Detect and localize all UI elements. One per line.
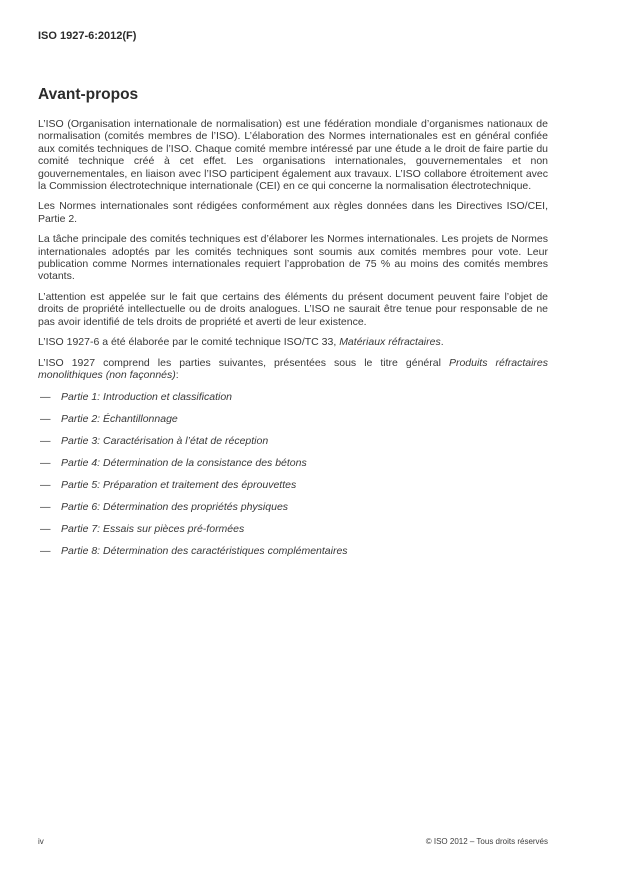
list-item-text: Partie 4: Détermination de la consistance des bétons bbox=[61, 456, 307, 469]
list-item bbox=[38, 501, 548, 513]
list-item bbox=[38, 457, 548, 469]
list-item-text: Partie 3: Caractérisation à l’état de réception bbox=[61, 434, 269, 447]
paragraphs bbox=[38, 118, 548, 381]
paragraph-text: Les Normes internationales sont rédigées conformément aux règles données dans les Directives ISO/CEI, Partie 2. bbox=[38, 200, 548, 225]
list-item bbox=[38, 435, 548, 447]
list-item-dash: — bbox=[40, 478, 51, 491]
paragraph-text: L’ISO 1927-6 a été élaborée par le comité technique ISO/TC 33, bbox=[38, 336, 340, 349]
list-item-dash: — bbox=[40, 522, 51, 535]
page-number: iv bbox=[38, 837, 44, 846]
copyright-notice: © ISO 2012 – Tous droits réservés bbox=[425, 837, 548, 846]
parts-list bbox=[38, 391, 548, 557]
list-item-text: Partie 1: Introduction et classification bbox=[61, 390, 233, 403]
list-item-dash: — bbox=[40, 500, 51, 513]
paragraph-italic-text: Produits réfractaires monolithiques (non façonnés) bbox=[38, 356, 549, 381]
list-item bbox=[38, 545, 548, 557]
list-item-text: Partie 6: Détermination des propriétés physiques bbox=[61, 500, 289, 513]
paragraph bbox=[38, 336, 548, 348]
paragraph bbox=[38, 357, 548, 382]
list-item-text: Partie 7: Essais sur pièces pré-formées bbox=[61, 522, 245, 535]
paragraph-text: : bbox=[175, 368, 179, 381]
list-item-dash: — bbox=[40, 412, 51, 425]
paragraph-italic-text: Matériaux réfractaires bbox=[339, 336, 441, 349]
paragraph-text: L’ISO (Organisation internationale de normalisation) est une fédération mondiale d’organismes nationaux de normalisation (comités membres de l’ISO). L’élaboration des Normes internationales est en général confiée aux comités techniques de l’ISO. Chaque comité membre intéressé par une étude a le droit de faire partie du comité technique créé à cet effet. Les organisations internationales, gouvernementales et non gouvernementales, en liaison avec l’ISO participent également aux travaux. L’ISO collabore étroitement avec la Commission électrotechnique internationale (CEI) en ce qui concerne la normalisation électrotechnique. bbox=[38, 118, 548, 193]
paragraph-text: . bbox=[440, 336, 444, 349]
list-item-text: Partie 2: Échantillonnage bbox=[61, 412, 178, 425]
list-item-text: Partie 8: Détermination des caractéristiques complémentaires bbox=[61, 544, 348, 557]
list-item-dash: — bbox=[40, 434, 51, 447]
list-item bbox=[38, 413, 548, 425]
section-title: Avant-propos bbox=[38, 86, 139, 103]
list-item-text: Partie 5: Préparation et traitement des éprouvettes bbox=[61, 478, 297, 491]
page-footer bbox=[38, 837, 548, 847]
list-item-dash: — bbox=[40, 544, 51, 557]
paragraph bbox=[38, 291, 548, 328]
list-item bbox=[38, 391, 548, 403]
document-reference: ISO 1927-6:2012(F) bbox=[38, 30, 137, 42]
paragraph-text: La tâche principale des comités techniques est d’élaborer les Normes internationales. Les projets de Normes internationales adoptés par les comités techniques sont soumis aux comités membres pour vote. Leur publication comme Normes internationales requiert l’approbation de 75 % au moins des comités membres votants. bbox=[38, 233, 548, 283]
list-item-dash: — bbox=[40, 456, 51, 469]
page-content bbox=[38, 0, 548, 557]
list-item bbox=[38, 523, 548, 535]
paragraph bbox=[38, 200, 548, 225]
paragraph-text: L’ISO 1927 comprend les parties suivantes, présentées sous le titre général bbox=[38, 356, 449, 369]
paragraph bbox=[38, 118, 548, 192]
list-item-dash: — bbox=[40, 390, 51, 403]
paragraph bbox=[38, 233, 548, 283]
list-item bbox=[38, 479, 548, 491]
paragraph-text: L’attention est appelée sur le fait que certains des éléments du présent document peuvent faire l’objet de droits de propriété intellectuelle ou de droits analogues. L’ISO ne saurait être tenue pour responsable de ne pas avoir identifié de tels droits de propriété et averti de leur existence. bbox=[38, 290, 548, 328]
